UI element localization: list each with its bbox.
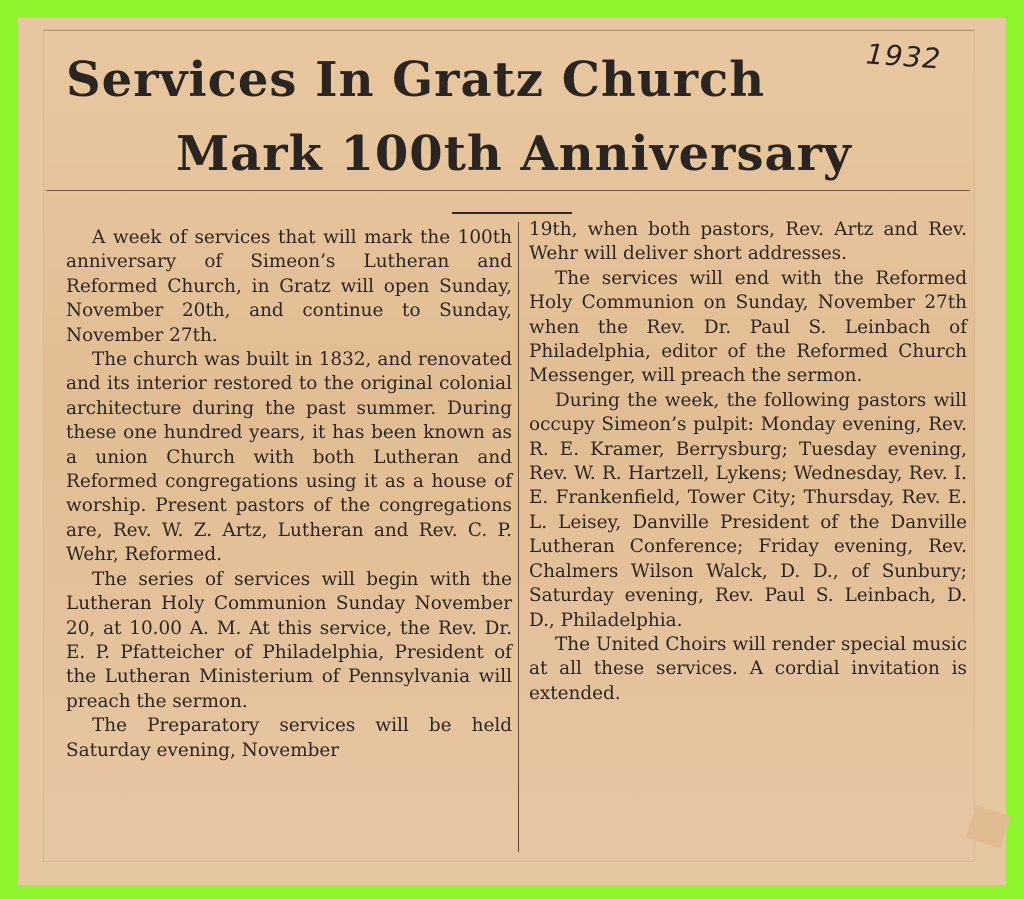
left-column (66, 226, 512, 763)
headline-rule (46, 190, 970, 191)
right-column (529, 218, 967, 706)
column-divider (518, 222, 519, 852)
paragraph: The services will end with the Reformed Holy Communion on Sunday, November 27th when the Rev. Dr. Paul S. Leinbach of Philadelphia, editor of the Reformed Church Messenger, will preach the sermon. (529, 267, 967, 387)
paragraph: The Preparatory services will be held Saturday evening, November (66, 715, 512, 761)
paragraph: A week of services that will mark the 100th anniversary of Simeon’s Lutheran and Reformed Church, in Gratz will open Sunday, November 20th, and continue to Sunday, November 27th. (66, 227, 512, 346)
paragraph: 19th, when both pastors, Rev. Artz and Rev. Wehr will deliver short addresses. (529, 219, 967, 265)
headline-line-2: Mark 100th Anniversary (176, 126, 852, 182)
short-divider-rule (452, 212, 572, 214)
headline-line-1: Services In Gratz Church (66, 52, 766, 108)
paragraph: During the week, the following pastors will occupy Simeon’s pulpit: Monday evening, Rev. R. E. Kramer, Berrysburg; Tuesday evening, Rev. W. R. Hartzell, Lykens; Wednesday, Rev. I. E. Frankenfield, Tower City; Thursday, Rev. E. L. Leisey, Danville President of the Danville Lutheran Conference; Friday evening, Rev. Chalmers Wilson Walck, D. D., of Sunbury; Saturday evening, Rev. Paul S. Leinbach, D. D., Philadelphia. (529, 389, 967, 631)
paragraph: The church was built in 1832, and renovated and its interior restored to the original colonial architecture during the past summer. During these one hundred years, it has been known as a union Church with both Lutheran and Reformed congregations using it as a house of worship. Present pastors of the congregations are, Rev. W. Z. Artz, Lutheran and Rev. C. P. Wehr, Reformed. (66, 349, 512, 566)
paragraph: The United Choirs will render special music at all these services. A cordial invitation is extended. (529, 633, 967, 704)
paragraph: The series of services will begin with the Lutheran Holy Communion Sunday November 20, at 10.00 A. M. At this service, the Rev. Dr. E. P. Pfatteicher of Philadelphia, President of the Lutheran Ministerium of Pennsylvania will preach the sermon. (66, 568, 512, 712)
handwritten-year: 1932 (864, 37, 943, 76)
